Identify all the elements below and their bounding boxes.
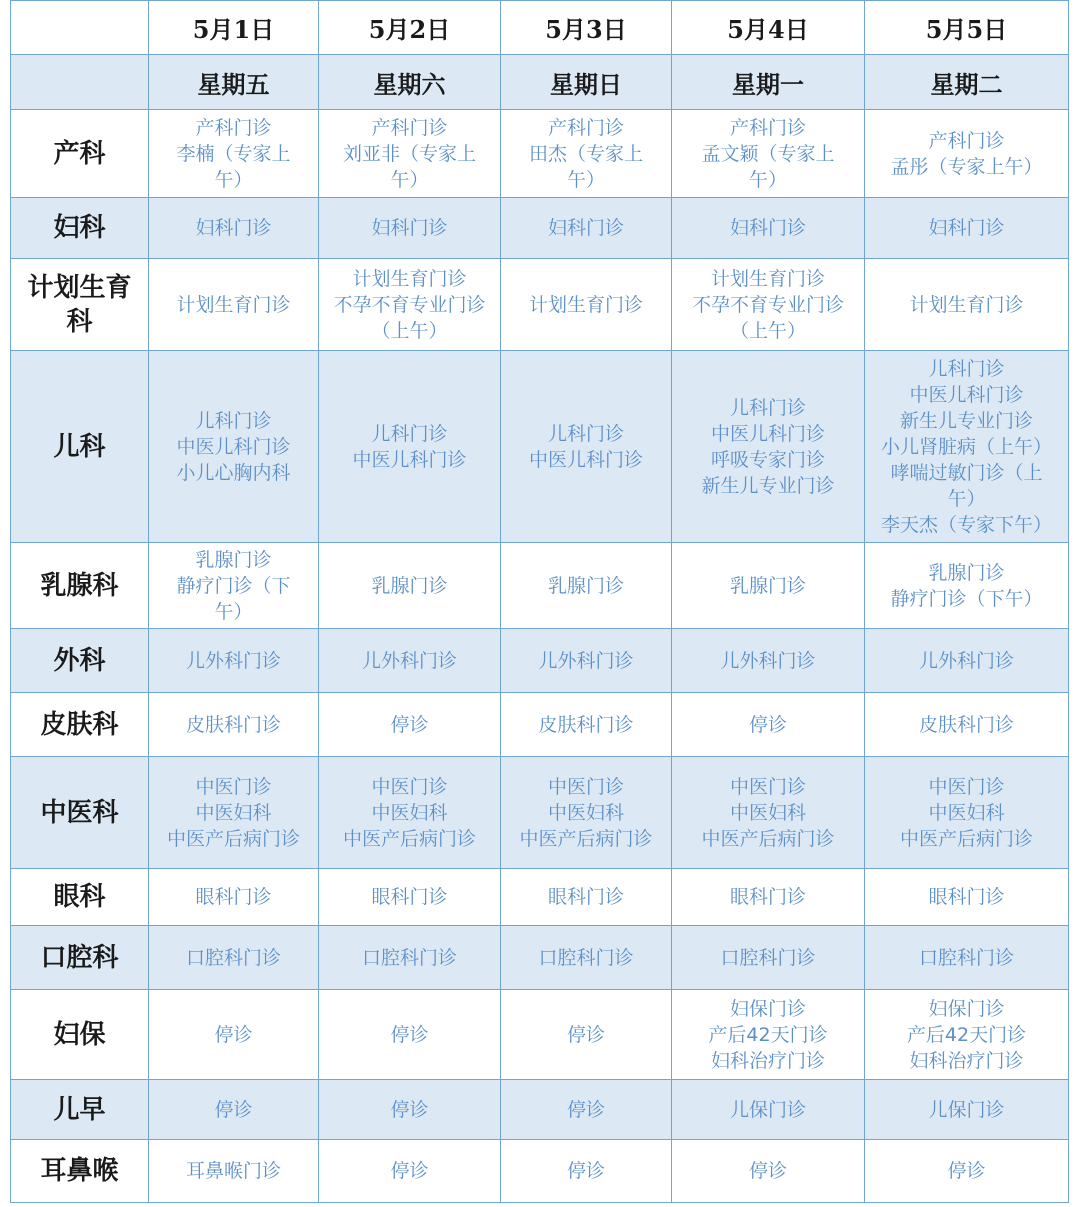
schedule-cell [865,1140,1069,1203]
schedule-cell [149,926,319,990]
schedule-cell [501,198,672,259]
clinic-entry: 眼科门诊 [928,886,1005,908]
clinic-entry: 停诊 [214,1098,253,1121]
clinic-entry: 中医门诊 [195,775,272,798]
schedule-cell [501,757,672,869]
clinic-entry: 儿科门诊 [547,422,624,445]
schedule-cell [865,543,1069,629]
clinic-entry: 口腔科门诊 [185,946,281,969]
clinic-entry: 中医产后病门诊 [701,827,835,850]
clinic-entry: 产科门诊 [729,116,806,139]
clinic-entry: 李楠（专家上 [176,142,291,165]
schedule-cell [672,259,865,351]
clinic-entry: 妇科门诊 [371,217,448,239]
schedule-cell [865,990,1069,1080]
date-header: 5月5日 [865,1,1069,55]
department-row [11,629,1069,693]
clinic-entry: 产科门诊 [195,116,272,139]
weekday-header: 星期五 [149,55,319,110]
clinic-entry: 小儿心胸内科 [176,461,291,484]
clinic-entry: 中医门诊 [729,775,806,798]
clinic-entry: 儿保门诊 [928,1098,1005,1121]
department-name-line: 计划生育 [27,272,132,303]
clinic-entry: 口腔科门诊 [361,946,457,969]
schedule-cell [865,110,1069,198]
clinic-entry: 中医儿科门诊 [176,435,291,458]
schedule-cell [672,990,865,1080]
clinic-entry: 中医门诊 [547,775,624,798]
clinic-entry: 儿外科门诊 [918,649,1014,672]
clinic-entry: 皮肤科门诊 [185,713,281,736]
clinic-entry: 午） [566,168,605,191]
schedule-cell [319,198,501,259]
clinic-entry: 耳鼻喉门诊 [185,1160,281,1182]
department-name [11,259,149,351]
clinic-entry: 停诊 [390,1098,429,1121]
clinic-entry: 眼科门诊 [371,886,448,908]
clinic-entry: 中医妇科 [547,801,624,824]
clinic-entry: 乳腺门诊 [729,574,806,597]
clinic-entry: 口腔科门诊 [720,946,816,969]
department-name-line: 皮肤科 [40,709,119,740]
schedule-cell [319,926,501,990]
clinic-entry: 眼科门诊 [195,886,272,908]
department-name-line: 科 [66,306,93,337]
clinic-entry: 静疗门诊（下 [176,574,291,597]
clinic-entry: 口腔科门诊 [538,946,634,969]
schedule-cell [319,629,501,693]
schedule-cell [149,198,319,259]
clinic-entry: 中医产后病门诊 [342,827,476,850]
clinic-entry: 儿科门诊 [729,396,806,419]
schedule-cell [501,1080,672,1140]
department-name-line: 耳鼻喉 [40,1156,119,1186]
schedule-cell [672,869,865,926]
schedule-cell [501,1140,672,1203]
clinic-entry: 孟文颖（专家上 [701,142,835,165]
clinic-entry: 妇科门诊 [729,217,806,239]
schedule-cell [672,693,865,757]
schedule-cell [501,693,672,757]
department-row [11,259,1069,351]
date-header: 5月3日 [501,1,672,55]
clinic-entry: 儿外科门诊 [720,649,816,672]
department-row [11,869,1069,926]
clinic-entry: 停诊 [390,713,429,736]
schedule-cell [149,1080,319,1140]
clinic-entry: 中医妇科 [928,801,1005,824]
department-name [11,1140,149,1203]
clinic-entry: 停诊 [390,1023,429,1046]
clinic-entry: 不孕不育专业门诊 [691,293,844,316]
clinic-entry: 眼科门诊 [547,886,624,908]
clinic-entry: 午） [214,168,253,191]
department-name [11,1080,149,1140]
date-header-row [11,1,1069,55]
schedule-cell [149,1140,319,1203]
department-name [11,869,149,926]
schedule-cell [672,543,865,629]
clinic-entry: 眼科门诊 [729,886,806,908]
department-row [11,351,1069,543]
schedule-cell [865,351,1069,543]
clinic-entry: 产后42天门诊 [708,1023,828,1046]
department-name-line: 儿早 [53,1094,106,1125]
department-name [11,543,149,629]
clinic-entry: 妇科治疗门诊 [909,1049,1024,1072]
weekday-header-row [11,55,1069,110]
schedule-cell [319,1080,501,1140]
clinic-entry: 妇保门诊 [928,997,1005,1020]
clinic-entry: 中医产后病门诊 [899,827,1033,850]
schedule-cell [319,693,501,757]
corner-cell [11,55,149,110]
clinic-entry: 中医儿科门诊 [528,448,643,471]
clinic-entry: 新生儿专业门诊 [701,474,835,497]
clinic-entry: 乳腺门诊 [928,561,1005,584]
schedule-cell [149,990,319,1080]
department-name [11,757,149,869]
clinic-entry: 刘亚非（专家上 [342,142,476,165]
schedule-cell [865,869,1069,926]
clinic-entry: 乳腺门诊 [195,548,272,571]
department-name-line: 眼科 [53,882,106,912]
clinic-entry: 停诊 [566,1098,605,1121]
department-row [11,693,1069,757]
clinic-entry: 呼吸专家门诊 [710,448,825,471]
clinic-entry: 儿科门诊 [928,357,1005,380]
schedule-cell [501,543,672,629]
schedule-cell [672,198,865,259]
clinic-entry: 停诊 [566,1023,605,1046]
schedule-cell [672,1080,865,1140]
schedule-cell [865,926,1069,990]
department-row [11,990,1069,1080]
department-row [11,1140,1069,1203]
weekday-header: 星期六 [319,55,501,110]
clinic-entry: 妇保门诊 [729,997,806,1020]
clinic-entry: 计划生育门诊 [352,267,467,290]
department-name [11,926,149,990]
date-header: 5月1日 [149,1,319,55]
schedule-cell [319,351,501,543]
clinic-entry: 产后42天门诊 [906,1023,1027,1046]
clinic-entry: 产科门诊 [547,116,624,139]
department-name [11,629,149,693]
clinic-entry: 停诊 [214,1023,253,1046]
department-name [11,990,149,1080]
clinic-entry: 停诊 [566,1160,605,1182]
schedule-cell [149,351,319,543]
clinic-entry: 口腔科门诊 [918,946,1014,969]
schedule-cell [319,1140,501,1203]
clinic-entry: 乳腺门诊 [371,574,448,597]
schedule-cell [501,110,672,198]
schedule-cell [501,990,672,1080]
clinic-entry: 午） [947,487,986,510]
department-name-line: 外科 [53,645,106,676]
schedule-cell [319,990,501,1080]
schedule-cell [672,926,865,990]
department-name-line: 乳腺科 [40,570,119,601]
schedule-cell [672,629,865,693]
clinic-entry: 中医产后病门诊 [519,827,653,850]
clinic-entry: 儿科门诊 [195,409,272,432]
department-row [11,198,1069,259]
clinic-entry: 儿外科门诊 [185,649,281,672]
schedule-cell [319,757,501,869]
clinic-entry: 产科门诊 [371,116,448,139]
clinic-entry: 中医儿科门诊 [352,448,467,471]
schedule-cell [501,926,672,990]
clinic-entry: 小儿肾脏病（上午） [880,435,1052,458]
schedule-cell [501,629,672,693]
schedule-cell [149,869,319,926]
clinic-entry: 儿科门诊 [371,422,448,445]
clinic-entry: 妇科门诊 [928,217,1005,239]
clinic-entry: 不孕不育专业门诊 [333,293,486,316]
clinic-entry: 李天杰（专家下午） [880,513,1052,536]
schedule-cell [865,198,1069,259]
date-header: 5月4日 [672,1,865,55]
clinic-entry: 妇科门诊 [547,217,624,239]
weekday-header: 星期二 [865,55,1069,110]
clinic-entry: 田杰（专家上 [528,142,643,165]
clinic-entry: （上午） [371,319,448,342]
clinic-entry: 皮肤科门诊 [918,713,1014,736]
schedule-cell [865,757,1069,869]
corner-cell [11,1,149,55]
schedule-cell [501,869,672,926]
clinic-entry: 计划生育门诊 [710,267,825,290]
clinic-entry: 儿外科门诊 [538,649,634,672]
department-name-line: 妇保 [53,1019,106,1050]
clinic-entry: 静疗门诊（下午） [890,587,1043,610]
schedule-cell [319,869,501,926]
clinic-entry: 中医儿科门诊 [909,383,1024,406]
clinic-entry: 中医门诊 [371,775,448,798]
clinic-entry: 新生儿专业门诊 [899,409,1033,432]
clinic-entry: 停诊 [390,1160,429,1182]
date-header: 5月2日 [319,1,501,55]
schedule-cell [865,629,1069,693]
schedule-cell [865,693,1069,757]
clinic-entry: 中医门诊 [928,775,1005,798]
schedule-cell [149,757,319,869]
schedule-cell [149,629,319,693]
schedule-cell [149,543,319,629]
clinic-entry: 中医妇科 [729,801,806,824]
department-row [11,543,1069,629]
clinic-entry: 妇科门诊 [195,217,272,239]
schedule-cell [501,351,672,543]
clinic-entry: 午） [748,168,787,191]
department-name-line: 产科 [53,138,106,169]
department-row [11,1080,1069,1140]
clinic-entry: 哮喘过敏门诊（上 [890,461,1043,484]
clinic-entry: 中医妇科 [195,801,272,824]
clinic-entry: 孟彤（专家上午） [890,155,1043,178]
schedule-cell [672,757,865,869]
weekday-header: 星期日 [501,55,672,110]
schedule-cell [672,1140,865,1203]
department-name [11,110,149,198]
schedule-cell [319,543,501,629]
clinic-entry: 妇科治疗门诊 [710,1049,825,1072]
clinic-entry: （上午） [729,319,806,342]
schedule-cell [865,1080,1069,1140]
clinic-entry: 儿外科门诊 [361,649,457,672]
schedule-cell [319,110,501,198]
department-row [11,926,1069,990]
schedule-cell [865,259,1069,351]
clinic-entry: 午） [214,600,253,623]
department-name-line: 口腔科 [40,942,119,973]
clinic-entry: 乳腺门诊 [547,574,624,597]
clinic-entry: 产科门诊 [928,129,1005,152]
weekday-header: 星期一 [672,55,865,110]
clinic-entry: 停诊 [748,1160,787,1182]
clinic-entry: 中医产后病门诊 [166,827,300,850]
department-name [11,198,149,259]
clinic-entry: 计划生育门诊 [909,293,1024,316]
department-name [11,693,149,757]
clinic-entry: 皮肤科门诊 [538,713,634,736]
department-name [11,351,149,543]
clinic-entry: 计划生育门诊 [176,293,291,316]
department-row [11,757,1069,869]
schedule-cell [149,259,319,351]
clinic-schedule-table [10,0,1069,1203]
schedule-cell [672,110,865,198]
clinic-entry: 中医妇科 [371,801,448,824]
department-name-line: 中医科 [40,797,119,828]
department-name-line: 妇科 [53,213,106,243]
schedule-cell [672,351,865,543]
schedule-cell [319,259,501,351]
department-name-line: 儿科 [53,431,106,462]
schedule-cell [149,110,319,198]
clinic-entry: 中医儿科门诊 [710,422,825,445]
clinic-entry: 午） [390,168,429,191]
clinic-entry: 停诊 [947,1160,986,1182]
clinic-entry: 计划生育门诊 [528,293,643,316]
clinic-entry: 停诊 [748,713,787,736]
schedule-cell [149,693,319,757]
schedule-cell [501,259,672,351]
clinic-entry: 儿保门诊 [729,1098,806,1121]
department-row [11,110,1069,198]
